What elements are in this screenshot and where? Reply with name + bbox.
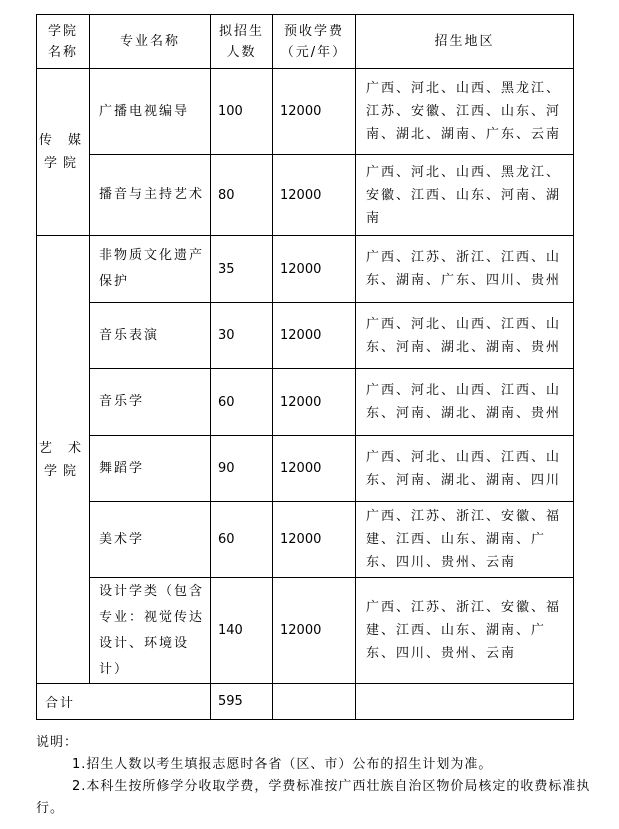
notes-title: 说明：	[36, 735, 79, 750]
tuition-cell	[273, 578, 356, 684]
enrollment-table	[36, 14, 574, 720]
major-cell	[90, 436, 211, 502]
region-cell	[356, 303, 574, 369]
planned-cell	[211, 578, 273, 684]
tuition-cell	[273, 155, 356, 236]
planned-cell	[211, 303, 273, 369]
planned-cell	[211, 69, 273, 155]
table-row	[37, 436, 574, 502]
tuition-amount: 12000	[280, 623, 322, 638]
header-tuition-text: 预收学费 （元/年）	[280, 23, 348, 60]
table-row	[37, 578, 574, 684]
total-row	[37, 684, 574, 720]
major-cell	[90, 69, 211, 155]
region-list: 广西、河北、山西、黑龙江、安徽、江西、山东、河南、湖南	[366, 164, 562, 226]
total-tuition-cell	[273, 684, 356, 720]
note-item: 1.招生人数以考生填报志愿时各省（区、市）公布的招生计划为准。	[72, 757, 493, 772]
planned-count: 140	[218, 623, 243, 638]
header-planned	[211, 15, 273, 69]
major-name: 美术学	[99, 531, 145, 547]
region-list: 广西、河北、山西、江西、山东、河南、湖北、湖南、贵州	[366, 383, 562, 421]
region-cell	[356, 578, 574, 684]
region-cell	[356, 69, 574, 155]
planned-count: 35	[218, 261, 235, 277]
major-name: 播音与主持艺术	[99, 187, 205, 202]
tuition-amount: 12000	[280, 328, 322, 343]
header-tuition	[273, 15, 356, 69]
tuition-cell	[273, 69, 356, 155]
major-name: 设计学类（包含专业：视觉传达设计、环境设计）	[99, 583, 205, 677]
tuition-amount: 12000	[280, 104, 322, 119]
planned-cell	[211, 369, 273, 436]
major-cell	[90, 155, 211, 236]
region-list: 广西、江苏、浙江、安徽、福建、江西、山东、湖南、广东、四川、贵州、云南	[366, 600, 562, 661]
college-cell	[37, 69, 90, 236]
table-row	[37, 155, 574, 236]
region-cell	[356, 436, 574, 502]
total-planned-cell	[211, 684, 273, 720]
region-cell	[356, 236, 574, 303]
header-major	[90, 15, 211, 69]
planned-cell	[211, 236, 273, 303]
region-list: 广西、河北、山西、江西、山东、河南、湖北、湖南、四川	[366, 449, 562, 488]
major-cell	[90, 303, 211, 369]
planned-cell	[211, 502, 273, 578]
college-name: 艺 术 学院	[38, 440, 88, 479]
total-region-cell	[356, 684, 574, 720]
region-list: 广西、河北、山西、江西、山东、河南、湖北、湖南、贵州	[366, 316, 562, 355]
note-item: 2.本科生按所修学分收取学费，学费标准按广西壮族自治区物价局核定的收费标准执行。	[36, 779, 591, 816]
major-cell	[90, 578, 211, 684]
region-cell	[356, 369, 574, 436]
region-cell	[356, 502, 574, 578]
notes-section	[36, 732, 596, 820]
total-label: 合计	[45, 696, 76, 711]
tuition-cell	[273, 436, 356, 502]
major-name: 音乐学	[99, 394, 145, 409]
major-name: 非物质文化遗产保护	[99, 248, 205, 289]
tuition-amount: 12000	[280, 187, 322, 203]
table-row	[37, 303, 574, 369]
major-name: 舞蹈学	[99, 460, 145, 476]
tuition-cell	[273, 502, 356, 578]
total-label-cell	[37, 684, 211, 720]
planned-count: 60	[218, 394, 235, 410]
planned-count: 80	[218, 187, 235, 203]
planned-cell	[211, 155, 273, 236]
total-planned: 595	[218, 694, 243, 709]
table-row	[37, 236, 574, 303]
table-row	[37, 69, 574, 155]
header-major-text: 专业名称	[119, 34, 180, 49]
planned-count: 60	[218, 532, 235, 547]
region-list: 广西、江苏、浙江、安徽、福建、江西、山东、湖南、广东、四川、贵州、云南	[366, 509, 562, 570]
tuition-amount: 12000	[280, 394, 322, 410]
region-list: 广西、江苏、浙江、江西、山东、湖南、广东、四川、贵州	[366, 250, 562, 288]
major-name: 音乐表演	[99, 327, 160, 343]
planned-cell	[211, 436, 273, 502]
header-region	[356, 15, 574, 69]
planned-count: 100	[218, 104, 243, 119]
college-cell	[37, 236, 90, 684]
table-row	[37, 369, 574, 436]
header-college	[37, 15, 90, 69]
tuition-cell	[273, 369, 356, 436]
planned-count: 30	[218, 328, 235, 343]
tuition-amount: 12000	[280, 461, 322, 476]
tuition-amount: 12000	[280, 261, 322, 277]
header-region-text: 招生地区	[434, 34, 495, 49]
college-name: 传 媒 学院	[38, 133, 88, 171]
table-row	[37, 502, 574, 578]
major-name: 广播电视编导	[99, 103, 190, 119]
header-college-text: 学院 名称	[47, 23, 78, 60]
tuition-amount: 12000	[280, 532, 322, 547]
major-cell	[90, 502, 211, 578]
region-list: 广西、河北、山西、黑龙江、江苏、安徽、江西、山东、河南、湖北、湖南、广东、云南	[366, 81, 562, 142]
tuition-cell	[273, 236, 356, 303]
major-cell	[90, 369, 211, 436]
tuition-cell	[273, 303, 356, 369]
major-cell	[90, 236, 211, 303]
table-header-row	[37, 15, 574, 69]
region-cell	[356, 155, 574, 236]
header-planned-text: 拟招生 人数	[218, 23, 264, 60]
planned-count: 90	[218, 461, 235, 476]
